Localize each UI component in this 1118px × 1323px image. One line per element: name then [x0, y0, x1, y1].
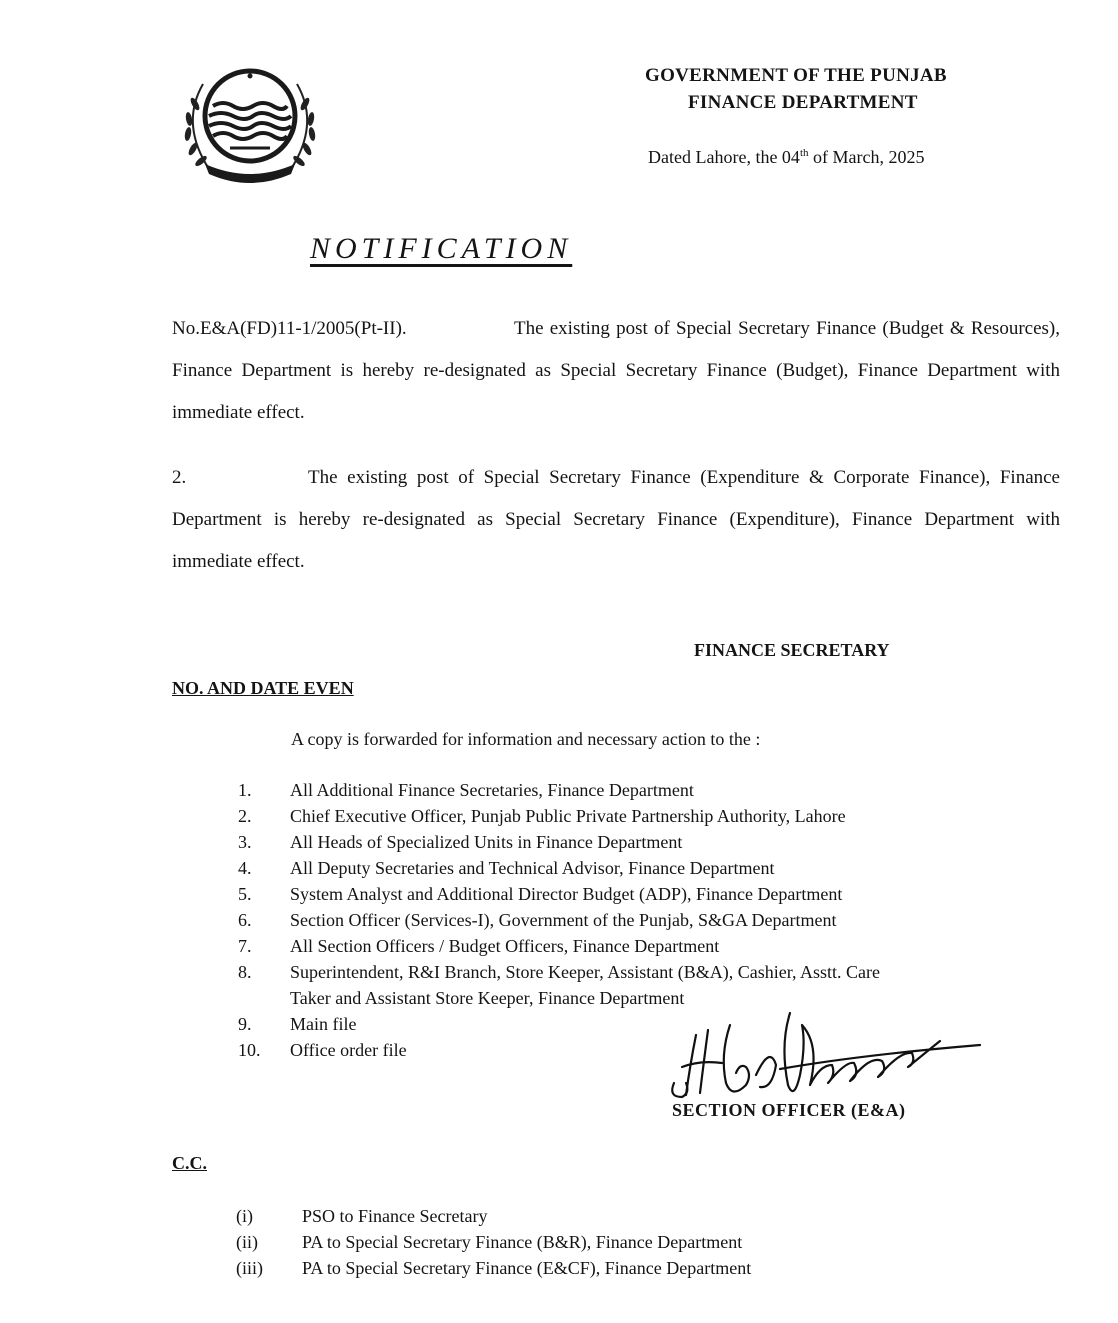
- list-text: Main file: [290, 1014, 357, 1034]
- cc-text: PA to Special Secretary Finance (B&R), Finance Department: [302, 1232, 743, 1252]
- list-text: All Deputy Secretaries and Technical Advisor, Finance Department: [290, 858, 775, 878]
- list-text: Chief Executive Officer, Punjab Public Private Partnership Authority, Lahore: [290, 806, 846, 826]
- cc-item: [236, 1203, 487, 1229]
- list-text: All Additional Finance Secretaries, Finance Department: [290, 780, 694, 800]
- list-item: [238, 829, 682, 855]
- handwritten-signature: [660, 1005, 990, 1110]
- cc-item: [236, 1229, 742, 1255]
- list-item: [238, 803, 846, 829]
- list-text: Office order file: [290, 1040, 407, 1060]
- cc-number: (i): [236, 1206, 253, 1226]
- list-number: 4.: [238, 858, 252, 878]
- paragraph-1: [172, 308, 1060, 434]
- list-number: 10.: [238, 1040, 261, 1060]
- cc-text: PA to Special Secretary Finance (E&CF), Finance Department: [302, 1258, 752, 1278]
- paragraph-1-text: The existing post of Special Secretary Finance (Budget & Resources), Finance Department is hereby re-designated as Special Secretary Finance (Budget), Finance Department with immediate effect.: [172, 318, 1060, 423]
- list-number: 9.: [238, 1014, 252, 1034]
- list-number: 7.: [238, 936, 252, 956]
- list-text: [290, 959, 880, 1011]
- list-number: 1.: [238, 780, 252, 800]
- list-item: [238, 1011, 356, 1037]
- list-item: [238, 777, 694, 803]
- list-text: System Analyst and Additional Director Budget (ADP), Finance Department: [290, 884, 843, 904]
- list-number: 8.: [238, 962, 252, 982]
- list-text: All Heads of Specialized Units in Finance Department: [290, 832, 683, 852]
- list-text-line-2: Taker and Assistant Store Keeper, Finance Department: [290, 988, 685, 1008]
- list-item: [238, 855, 775, 881]
- list-text-line-1: Superintendent, R&I Branch, Store Keeper, Assistant (B&A), Cashier, Asstt. Care: [290, 962, 880, 982]
- paragraph-2-number: 2.: [172, 467, 187, 488]
- list-text: All Section Officers / Budget Officers, Finance Department: [290, 936, 720, 956]
- copy-forwarded-intro: A copy is forwarded for information and necessary action to the :: [291, 729, 761, 749]
- cc-number: (iii): [236, 1258, 263, 1278]
- government-heading: GOVERNMENT OF THE PUNJAB: [645, 65, 947, 86]
- section-officer-signatory: SECTION OFFICER (E&A): [672, 1100, 906, 1120]
- punjab-government-emblem: [175, 64, 325, 184]
- notification-title: NOTIFICATION: [310, 232, 573, 265]
- list-item: [238, 881, 842, 907]
- list-item: [238, 1037, 407, 1063]
- list-item: [238, 907, 837, 933]
- date-ordinal: th: [799, 147, 809, 159]
- no-and-date-even: NO. AND DATE EVEN: [172, 678, 354, 698]
- list-item: [238, 959, 880, 1011]
- cc-item: [236, 1255, 751, 1281]
- department-heading: FINANCE DEPARTMENT: [688, 92, 918, 113]
- cc-label: C.C.: [172, 1153, 207, 1173]
- list-number: 3.: [238, 832, 252, 852]
- date-prefix: Dated Lahore, the 04: [648, 147, 800, 167]
- date-line: [648, 147, 924, 168]
- list-number: 2.: [238, 806, 252, 826]
- finance-secretary-signatory: FINANCE SECRETARY: [694, 640, 890, 660]
- list-text: Section Officer (Services-I), Government of the Punjab, S&GA Department: [290, 910, 837, 930]
- paragraph-2-text: The existing post of Special Secretary Finance (Expenditure & Corporate Finance), Finance Department is hereby re-designated as Special Secretary Finance (Expenditure), Finance Department with immediate effect.: [172, 467, 1060, 572]
- date-suffix: of March, 2025: [808, 147, 925, 167]
- paragraph-2: [172, 457, 1060, 583]
- cc-text: PSO to Finance Secretary: [302, 1206, 488, 1226]
- list-number: 6.: [238, 910, 252, 930]
- list-item: [238, 933, 719, 959]
- list-number: 5.: [238, 884, 252, 904]
- reference-number: No.E&A(FD)11-1/2005(Pt-II).: [172, 318, 407, 339]
- cc-number: (ii): [236, 1232, 258, 1252]
